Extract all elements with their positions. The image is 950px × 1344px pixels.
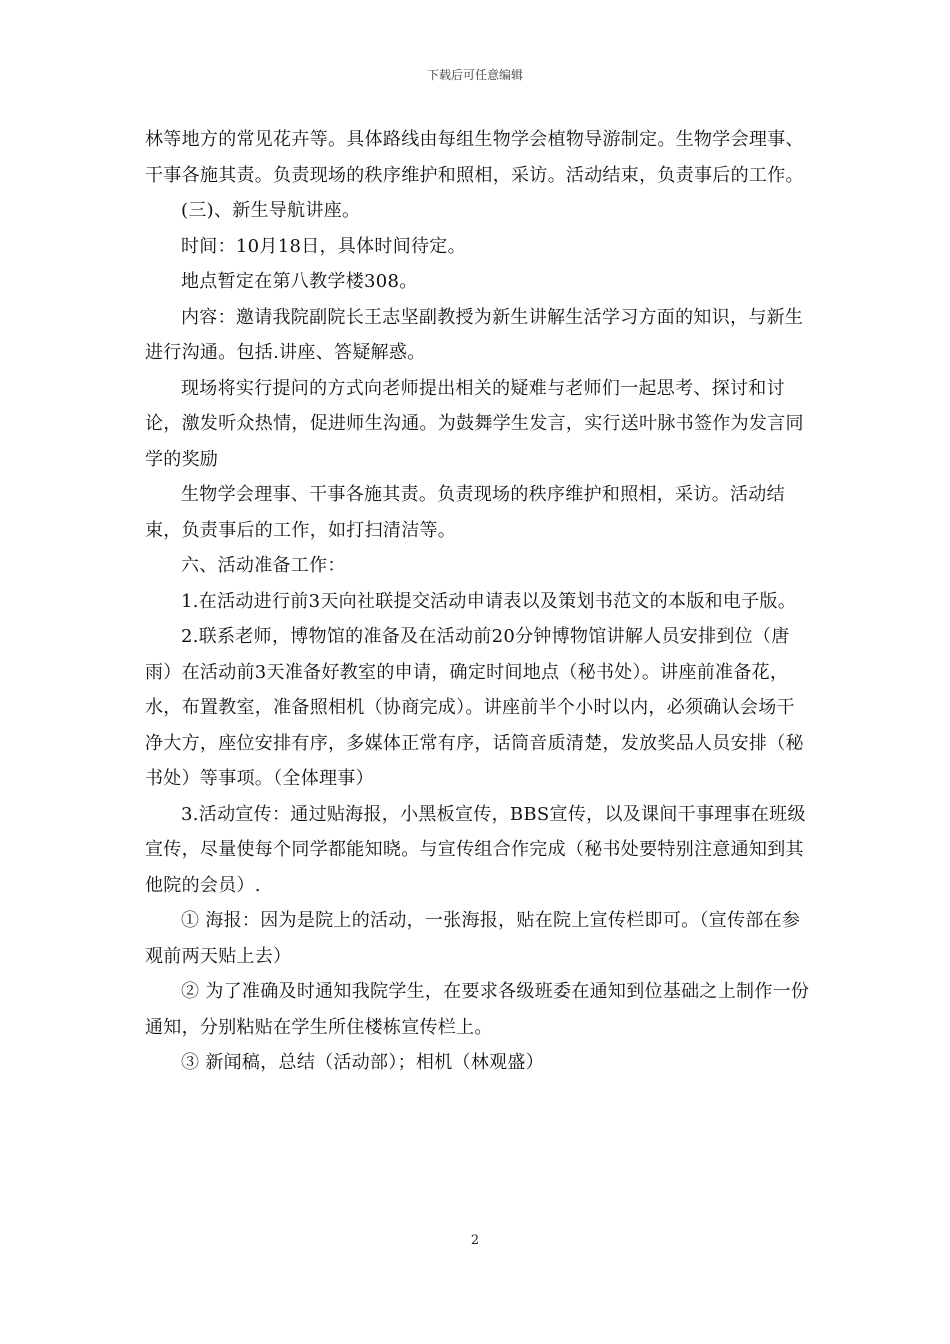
page-number: 2 bbox=[470, 1233, 480, 1248]
paragraph: 现场将实行提问的方式向老师提出相关的疑难与老师们一起思考、探讨和讨论，激发听众热情，促进师生沟通。为鼓舞学生发言，实行送叶脉书签作为发言同学的奖励 bbox=[145, 377, 804, 470]
list-item: 1.在活动进行前3天向社联提交活动申请表以及策划书范文的本版和电子版。 bbox=[181, 590, 797, 612]
paragraph: 林等地方的常见花卉等。具体路线由每组生物学会植物导游制定。生物学会理事、干事各施其责。负责现场的秩序维护和照相，采访。活动结束，负责事后的工作。 bbox=[145, 129, 804, 186]
sub-list-item: ① 海报：因为是院上的活动，一张海报，贴在院上宣传栏即可。（宣传部在参观前两天贴上去） bbox=[145, 910, 801, 967]
paragraph: 生物学会理事、干事各施其责。负责现场的秩序维护和照相，采访。活动结束，负责事后的工作，如打扫清洁等。 bbox=[145, 484, 785, 541]
sub-list-item: ③ 新闻稿，总结（活动部）；相机（林观盛） bbox=[181, 1052, 545, 1073]
page-header: 下载后可任意编辑 bbox=[426, 68, 523, 82]
paragraph: 内容：邀请我院副院长王志坚副教授为新生讲解生活学习方面的知识，与新生进行沟通。包括.讲座、答疑解惑。 bbox=[145, 306, 804, 363]
section-heading: (三)、新生导航讲座。 bbox=[181, 200, 361, 221]
sub-list-item: ② 为了准确及时通知我院学生，在要求各级班委在通知到位基础之上制作一份通知，分别粘贴在学生所住楼栋宣传栏上。 bbox=[145, 981, 810, 1038]
paragraph: 地点暂定在第八教学楼308。 bbox=[181, 271, 418, 292]
section-heading: 六、活动准备工作： bbox=[181, 555, 346, 576]
list-item: 3.活动宣传：通过贴海报，小黑板宣传，BBS宣传，以及课间干事理事在班级宣传，尽量使每个同学都能知晓。与宣传组合作完成（秘书处要特别注意通知到其他院的会员）. bbox=[145, 803, 806, 896]
document-body bbox=[145, 122, 810, 1081]
list-item: 2.联系老师，博物馆的准备及在活动前20分钟博物馆讲解人员安排到位（唐雨）在活动前3天准备好教室的申请，确定时间地点（秘书处）。讲座前准备花，水，布置教室，准备照相机（协商完成）。讲座前半个小时以内，必须确认会场干净大方，座位安排有序，多媒体正常有序，话筒音质清楚，发放奖品人员安排（秘书处）等事项。（全体理事） bbox=[145, 626, 804, 789]
paragraph: 时间：10月18日，具体时间待定。 bbox=[181, 235, 466, 257]
